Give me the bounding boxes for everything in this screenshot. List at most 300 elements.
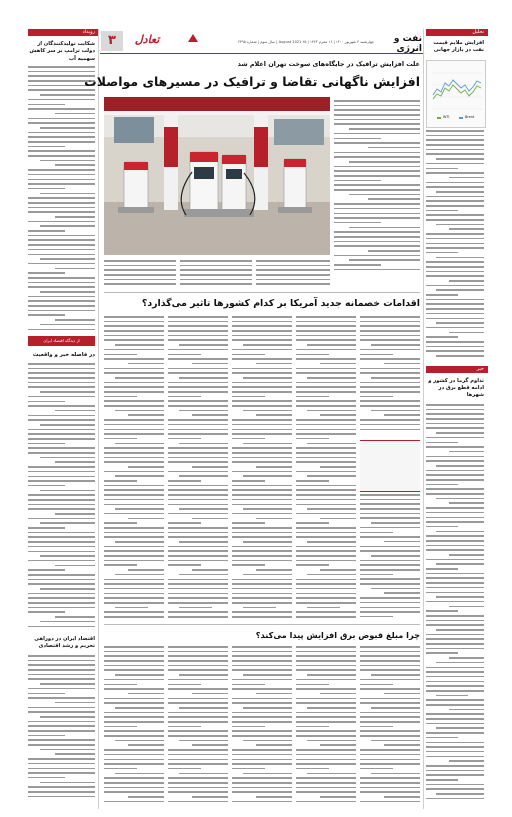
text-line — [168, 564, 201, 566]
third-story-headline: چرا مبلغ قبوض برق افزایش پیدا می‌کند؟ — [255, 630, 420, 640]
text-line — [426, 526, 458, 528]
text-line — [307, 344, 356, 346]
text-line — [426, 559, 484, 561]
text-line — [40, 424, 95, 426]
text-line — [104, 536, 164, 538]
text-line — [232, 791, 292, 793]
text-line — [104, 546, 164, 548]
text-line — [28, 249, 95, 251]
text-line — [232, 560, 292, 562]
text-line — [296, 485, 356, 487]
text-line — [168, 611, 228, 613]
text-line — [296, 335, 356, 337]
text-line — [232, 679, 292, 681]
text-line — [28, 569, 65, 571]
text-line — [55, 113, 95, 115]
lead-bottom-rule — [104, 292, 420, 293]
text-line — [28, 108, 95, 110]
text-line — [360, 316, 420, 318]
text-line — [360, 578, 420, 580]
text-line — [360, 527, 420, 529]
text-line — [296, 602, 356, 604]
text-line — [28, 693, 65, 695]
text-line — [296, 716, 356, 718]
text-line — [232, 358, 292, 360]
text-line — [168, 684, 201, 686]
text-line — [426, 643, 484, 645]
text-line — [426, 779, 458, 781]
text-line — [426, 196, 484, 198]
text-line — [104, 471, 164, 473]
text-line — [334, 138, 381, 140]
text-line — [296, 536, 356, 538]
text-line — [115, 541, 164, 543]
text-line — [426, 549, 484, 551]
text-line — [232, 349, 292, 351]
text-line — [334, 222, 381, 224]
text-line — [243, 707, 292, 709]
text-line — [426, 512, 484, 514]
text-line — [104, 391, 164, 393]
text-line — [426, 592, 484, 594]
text-line — [426, 214, 484, 216]
text-line — [360, 368, 420, 370]
text-line — [360, 513, 420, 515]
text-line — [426, 517, 484, 519]
text-line — [232, 651, 292, 653]
text-line — [426, 437, 484, 439]
text-line — [40, 94, 95, 96]
text-line — [179, 344, 228, 346]
second-body-col1 — [104, 316, 164, 622]
oil-price-chart — [426, 60, 486, 128]
text-line — [168, 316, 228, 318]
text-line — [115, 410, 164, 412]
text-line — [256, 269, 330, 271]
text-line — [28, 532, 95, 534]
text-line — [232, 457, 292, 459]
text-line — [128, 363, 164, 365]
text-line — [168, 646, 228, 648]
text-line — [104, 679, 164, 681]
text-line — [307, 410, 356, 412]
text-line — [104, 759, 164, 761]
text-line — [368, 250, 420, 252]
text-line — [320, 518, 356, 520]
text-line — [28, 377, 95, 379]
text-line — [296, 354, 329, 356]
text-line — [179, 773, 228, 775]
text-line — [426, 713, 484, 715]
text-line — [104, 698, 164, 700]
text-line — [40, 225, 95, 227]
text-line — [168, 593, 228, 595]
text-line — [426, 423, 484, 425]
text-line — [168, 433, 228, 435]
left-column-tag: رویداد — [28, 29, 99, 36]
text-line — [232, 372, 292, 374]
text-line — [104, 702, 164, 704]
text-line — [168, 405, 228, 407]
text-line — [40, 490, 95, 492]
text-line — [449, 280, 484, 282]
text-line — [104, 489, 164, 491]
text-line — [334, 142, 420, 144]
text-line — [232, 759, 292, 761]
text-line — [296, 382, 356, 384]
text-line — [104, 602, 164, 604]
text-line — [334, 203, 420, 205]
text-line — [192, 569, 228, 571]
text-line — [104, 787, 164, 789]
left-mid-body — [28, 363, 95, 633]
text-line — [28, 286, 95, 288]
text-line — [232, 504, 292, 506]
text-line — [243, 508, 292, 510]
text-line — [40, 291, 95, 293]
text-line — [426, 685, 484, 687]
text-line — [104, 283, 176, 285]
text-line — [28, 141, 95, 143]
text-line — [360, 782, 420, 784]
text-line — [426, 238, 484, 240]
text-line — [168, 471, 228, 473]
text-line — [104, 386, 164, 388]
text-line — [296, 325, 356, 327]
text-line — [232, 646, 292, 648]
text-line — [426, 233, 484, 235]
text-line — [232, 400, 292, 402]
lead-kicker: علت افزایش ترافیک در جایگاه‌های سوخت تهران اعلام شد — [237, 60, 420, 68]
text-line — [360, 335, 420, 337]
text-line — [360, 391, 420, 393]
oil-price-chart-svg — [427, 61, 485, 127]
text-line — [296, 386, 356, 388]
text-line — [192, 414, 228, 416]
text-line — [104, 424, 164, 426]
text-line — [104, 274, 176, 276]
text-line — [179, 541, 228, 543]
text-line — [449, 451, 484, 453]
text-line — [104, 579, 164, 581]
text-line — [426, 667, 484, 669]
gas-station-illustration — [104, 97, 330, 255]
text-line — [232, 452, 292, 454]
text-line — [104, 396, 137, 398]
text-line — [360, 419, 420, 421]
text-line — [334, 264, 381, 266]
text-line — [168, 768, 201, 770]
text-line — [28, 66, 95, 68]
text-line — [28, 296, 95, 298]
text-line — [232, 655, 292, 657]
text-line — [28, 725, 95, 727]
text-line — [28, 419, 95, 421]
text-line — [371, 410, 420, 412]
text-line — [307, 607, 340, 609]
text-line — [232, 354, 265, 356]
text-line — [296, 452, 356, 454]
text-line — [296, 349, 356, 351]
text-line — [40, 621, 95, 623]
text-line — [28, 310, 95, 312]
text-line — [28, 660, 95, 662]
text-line — [168, 325, 228, 327]
text-line — [334, 245, 420, 247]
text-line — [55, 702, 95, 704]
text-line — [179, 674, 228, 676]
text-line — [179, 475, 228, 477]
text-line — [334, 231, 420, 233]
text-line — [28, 169, 95, 171]
text-line — [28, 518, 95, 520]
text-line — [334, 114, 420, 116]
text-line — [104, 782, 164, 784]
text-line — [360, 564, 420, 566]
text-line — [232, 494, 292, 496]
second-body-col3 — [232, 316, 292, 622]
text-line — [232, 391, 292, 393]
text-line — [256, 265, 330, 267]
text-line — [104, 726, 137, 728]
text-line — [296, 698, 356, 700]
text-line — [192, 518, 228, 520]
text-line — [192, 744, 228, 746]
text-line — [243, 740, 292, 742]
text-line — [360, 688, 420, 690]
text-line — [168, 480, 201, 482]
text-line — [104, 712, 164, 714]
text-line — [168, 597, 228, 599]
text-line — [40, 258, 95, 260]
text-line — [371, 522, 420, 524]
text-line — [232, 698, 292, 700]
text-line — [28, 688, 95, 690]
text-line — [360, 382, 420, 384]
text-line — [232, 593, 292, 595]
text-line — [320, 796, 356, 798]
text-line — [168, 560, 228, 562]
text-line — [296, 330, 356, 332]
text-line — [180, 279, 252, 281]
text-line — [168, 787, 228, 789]
text-line — [360, 698, 420, 700]
text-line — [436, 257, 484, 259]
text-line — [426, 446, 484, 448]
text-line — [232, 768, 265, 770]
text-line — [360, 611, 420, 613]
text-line — [28, 202, 95, 204]
text-line — [104, 550, 164, 552]
text-line — [296, 405, 356, 407]
text-line — [360, 735, 420, 737]
text-line — [232, 429, 292, 431]
text-line — [232, 325, 292, 327]
text-line — [104, 768, 137, 770]
text-line — [426, 474, 484, 476]
text-line — [296, 688, 356, 690]
page-number — [101, 31, 123, 51]
text-line — [232, 499, 292, 501]
text-line — [334, 170, 420, 172]
text-line — [180, 260, 252, 262]
text-line — [168, 721, 228, 723]
second-inset-box — [360, 440, 420, 492]
text-line — [436, 662, 484, 664]
text-line — [28, 597, 95, 599]
text-line — [28, 329, 95, 331]
text-line — [168, 485, 228, 487]
text-line — [232, 597, 292, 599]
text-line — [426, 200, 484, 202]
text-line — [168, 424, 228, 426]
text-line — [320, 414, 356, 416]
text-line — [334, 213, 420, 215]
text-line — [296, 749, 356, 751]
text-line — [28, 772, 95, 774]
text-line — [426, 308, 484, 310]
lead-body-col2 — [180, 260, 252, 290]
text-line — [28, 372, 95, 374]
text-line — [256, 260, 330, 262]
text-line — [426, 261, 484, 263]
text-line — [168, 801, 228, 803]
text-line — [426, 648, 484, 650]
text-line — [384, 363, 420, 365]
text-line — [307, 574, 356, 576]
text-line — [360, 321, 420, 323]
text-line — [360, 532, 393, 534]
text-line — [232, 424, 292, 426]
text-line — [28, 721, 95, 723]
text-line — [104, 597, 164, 599]
text-line — [104, 646, 164, 648]
text-line — [296, 391, 356, 393]
text-line — [104, 485, 164, 487]
text-line — [426, 765, 484, 767]
text-line — [349, 128, 420, 130]
text-line — [360, 684, 393, 686]
text-line — [426, 243, 484, 245]
text-line — [426, 681, 484, 683]
text-line — [360, 517, 420, 519]
text-line — [426, 746, 484, 748]
text-line — [307, 674, 356, 676]
text-line — [28, 583, 95, 585]
text-line — [168, 702, 228, 704]
text-line — [349, 161, 420, 163]
text-line — [360, 721, 420, 723]
text-line — [307, 773, 356, 775]
text-line — [360, 607, 420, 609]
text-line — [296, 611, 356, 613]
text-line — [307, 508, 356, 510]
text-line — [426, 313, 484, 315]
text-line — [296, 787, 356, 789]
text-line — [449, 554, 484, 556]
text-line — [296, 763, 356, 765]
text-line — [28, 452, 95, 454]
text-line — [104, 801, 164, 803]
text-line — [232, 579, 292, 581]
text-line — [28, 777, 65, 779]
text-line — [168, 555, 228, 557]
text-line — [426, 303, 484, 305]
text-line — [192, 796, 228, 798]
text-line — [104, 504, 164, 506]
text-line — [426, 671, 484, 673]
text-line — [360, 396, 393, 398]
text-line — [426, 610, 458, 612]
text-line — [168, 321, 228, 323]
text-line — [296, 546, 356, 548]
text-line — [296, 564, 329, 566]
text-line — [28, 735, 65, 737]
text-line — [384, 414, 420, 416]
text-line — [334, 236, 420, 238]
text-line — [104, 499, 164, 501]
text-line — [104, 560, 164, 562]
text-line — [296, 522, 329, 524]
text-line — [28, 396, 95, 398]
text-line — [296, 721, 356, 723]
text-line — [232, 688, 292, 690]
text-line — [296, 457, 356, 459]
text-line — [371, 674, 420, 676]
text-line — [334, 133, 420, 135]
text-line — [55, 616, 95, 618]
text-line — [28, 235, 95, 237]
text-line — [28, 466, 95, 468]
text-line — [232, 480, 265, 482]
text-line — [256, 274, 330, 276]
text-line — [40, 160, 95, 162]
text-line — [296, 358, 356, 360]
text-line — [168, 527, 228, 529]
text-line — [360, 801, 420, 803]
text-line — [28, 382, 95, 384]
text-line — [426, 346, 484, 348]
text-line — [296, 555, 356, 557]
text-line — [168, 457, 228, 459]
text-line — [334, 180, 381, 182]
text-line — [179, 508, 228, 510]
text-line — [296, 597, 356, 599]
text-line — [360, 616, 393, 618]
text-line — [426, 751, 484, 753]
text-line — [104, 527, 164, 529]
text-line — [426, 418, 484, 420]
text-line — [28, 300, 95, 302]
text-line — [334, 175, 420, 177]
text-line — [371, 555, 420, 557]
chart-legend-brent: Brent — [465, 115, 475, 119]
right-column-tag: تحلیل — [426, 29, 488, 36]
text-line — [360, 726, 393, 728]
text-line — [232, 513, 292, 515]
text-line — [360, 339, 420, 341]
text-line — [296, 735, 356, 737]
text-line — [360, 499, 420, 501]
text-line — [28, 230, 65, 232]
text-line — [426, 252, 458, 254]
text-line — [426, 318, 484, 320]
text-line — [360, 560, 420, 562]
text-line — [296, 513, 356, 515]
text-line — [104, 754, 164, 756]
text-line — [296, 777, 356, 779]
text-line — [168, 335, 228, 337]
